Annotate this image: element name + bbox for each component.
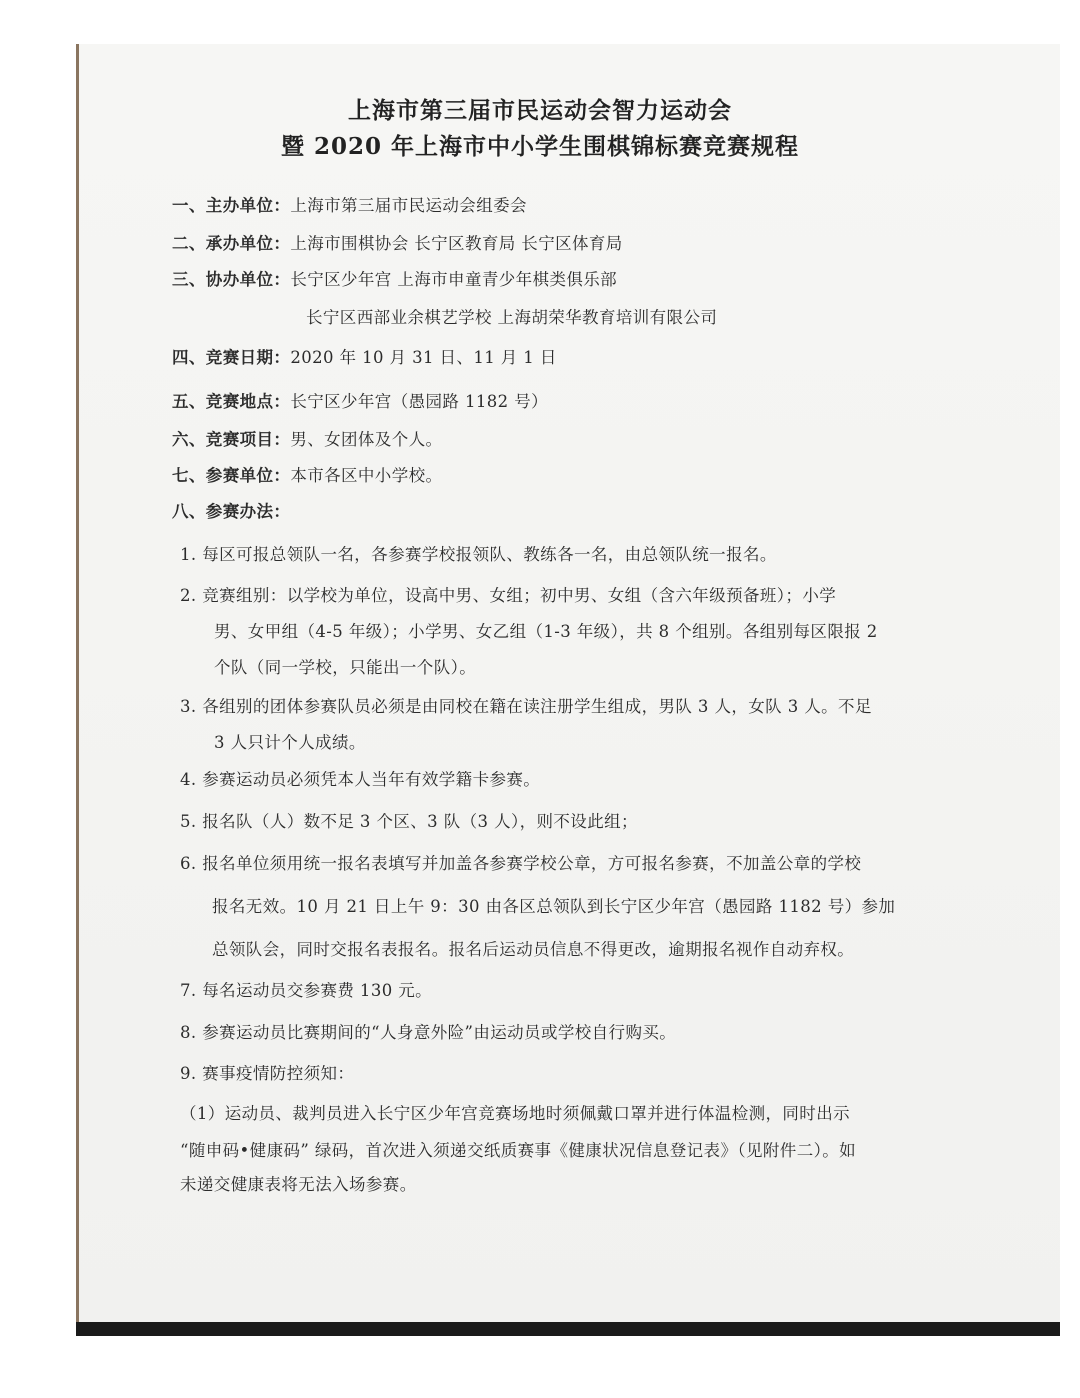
rule-1: 1. 每区可报总领队一名，各参赛学校报领队、教练各一名，由总领队统一报名。 — [180, 545, 777, 564]
rule-5: 5. 报名队（人）数不足 3 个区、3 队（3 人），则不设此组； — [180, 812, 638, 831]
rule-4: 4. 参赛运动员必须凭本人当年有效学籍卡参赛。 — [180, 770, 541, 789]
title-line-2: 暨 2020 年上海市中小学生围棋锦标赛竞赛规程 — [280, 133, 800, 160]
section-method — [172, 498, 290, 522]
title-line-1: 上海市第三届市民运动会智力运动会 — [348, 97, 732, 124]
section-host-label: 二、承办单位： — [172, 234, 291, 253]
rule-3-line-2: 3 人只计个人成绩。 — [214, 733, 366, 752]
rule-2-line-2: 男、女甲组（4-5 年级）；小学男、女乙组（1-3 年级），共 8 个组别。各组别每区限报 2 — [214, 622, 878, 641]
section-venue-text: 长宁区少年宫（愚园路 1182 号） — [290, 392, 548, 411]
section-events-text: 男、女团体及个人。 — [290, 430, 443, 449]
section-date — [172, 344, 557, 368]
section-events — [172, 426, 442, 450]
rule-7: 7. 每名运动员交参赛费 130 元。 — [180, 981, 433, 1000]
section-venue-label: 五、竞赛地点： — [172, 392, 291, 411]
section-co-organizer — [172, 266, 617, 290]
section-date-text: 2020 年 10 月 31 日、11 月 1 日 — [290, 348, 557, 367]
section-participants-text: 本市各区中小学校。 — [290, 466, 443, 485]
section-organizer-text: 上海市第三届市民运动会组委会 — [290, 196, 527, 215]
section-venue — [172, 388, 548, 412]
section-co-organizer-text: 长宁区少年宫 上海市申童青少年棋类俱乐部 — [290, 270, 618, 289]
section-date-label: 四、竞赛日期： — [172, 348, 291, 367]
page-bottom-edge — [76, 1322, 1060, 1336]
section-organizer — [172, 192, 527, 216]
rule-3-line-1: 3. 各组别的团体参赛队员必须是由同校在籍在读注册学生组成，男队 3 人，女队 3 人。不足 — [180, 697, 872, 716]
section-participants — [172, 462, 442, 486]
rule-9: 9. 赛事疫情防控须知： — [180, 1064, 355, 1083]
section-method-label: 八、参赛办法： — [172, 502, 291, 521]
rule-2-line-3: 个队（同一学校，只能出一个队）。 — [214, 658, 477, 677]
rule-6-line-1: 6. 报名单位须用统一报名表填写并加盖各参赛学校公章，方可报名参赛，不加盖公章的学校 — [180, 854, 862, 873]
section-host-text: 上海市围棋协会 长宁区教育局 长宁区体育局 — [290, 234, 623, 253]
rule-2-line-1: 2. 竞赛组别：以学校为单位，设高中男、女组；初中男、女组（含六年级预备班）；小学 — [180, 586, 837, 605]
rule-9-1-line-3: 未递交健康表将无法入场参赛。 — [180, 1175, 417, 1194]
section-co-organizer-text-2: 长宁区西部业余棋艺学校 上海胡荣华教育培训有限公司 — [306, 308, 718, 327]
section-participants-label: 七、参赛单位： — [172, 466, 291, 485]
section-host — [172, 230, 623, 254]
rule-6-line-3: 总领队会，同时交报名表报名。报名后运动员信息不得更改，逾期报名视作自动弃权。 — [212, 940, 855, 959]
section-co-organizer-label: 三、协办单位： — [172, 270, 291, 289]
rule-9-1-line-1: （1）运动员、裁判员进入长宁区少年宫竞赛场地时须佩戴口罩并进行体温检测，同时出示 — [180, 1104, 850, 1123]
section-organizer-label: 一、主办单位： — [172, 196, 291, 215]
rule-6-line-2: 报名无效。10 月 21 日上午 9：30 由各区总领队到长宁区少年宫（愚园路 1182 号）参加 — [212, 897, 896, 916]
section-events-label: 六、竞赛项目： — [172, 430, 291, 449]
rule-9-1-line-2: “随申码•健康码” 绿码，首次进入须递交纸质赛事《健康状况信息登记表》（见附件二）。如 — [180, 1141, 857, 1160]
rule-8: 8. 参赛运动员比赛期间的“人身意外险”由运动员或学校自行购买。 — [180, 1023, 677, 1042]
